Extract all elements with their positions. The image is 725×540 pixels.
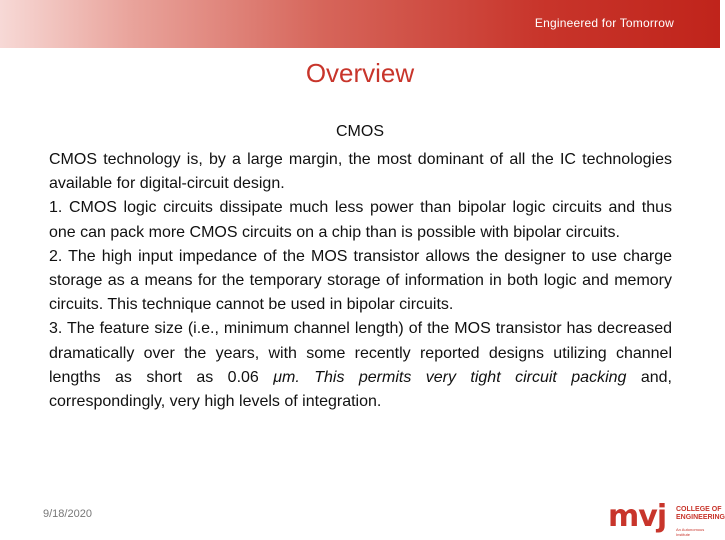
logo-line-3: An Autonomous Institute <box>676 527 705 537</box>
logo-mark: mvj <box>608 499 667 534</box>
header-banner <box>0 0 720 48</box>
point-3 <box>49 317 672 414</box>
slide-body <box>49 148 672 414</box>
logo-line-1: COLLEGE OF <box>676 506 722 513</box>
slide-date: 9/18/2020 <box>43 508 92 520</box>
logo-line-2: ENGINEERING <box>676 514 725 521</box>
slide-title: Overview <box>305 58 415 88</box>
point-2: 2. The high input impedance of the MOS transistor allows the designer to use charge storage as a means for the temporary storage of information in both logic and memory circuits. This technique cannot be used in bipolar circuits. <box>49 247 672 314</box>
point-3-text-start: 3. The feature size (i.e., minimum channel length) of the MOS transistor has decreased dramatically over the years, with some recently reported designs utilizing channel lengths as short as 0.06 <box>49 320 672 386</box>
college-logo <box>608 496 725 540</box>
slide-subheading: CMOS <box>336 123 384 140</box>
point-3-text-end: and, correspondingly, very high levels of integration. <box>49 368 673 411</box>
logo-text <box>676 506 725 522</box>
point-1: 1. CMOS logic circuits dissipate much less power than bipolar logic circuits and thus one can pack more CMOS circuits on a chip than is possible with bipolar circuits. <box>49 199 672 241</box>
point-3-italic-text: μm. This permits very tight circuit packing <box>273 368 627 386</box>
intro-paragraph: CMOS technology is, by a large margin, the most dominant of all the IC technologies available for digital-circuit design. <box>49 151 672 193</box>
header-tagline: Engineered for Tomorrow <box>534 16 674 30</box>
